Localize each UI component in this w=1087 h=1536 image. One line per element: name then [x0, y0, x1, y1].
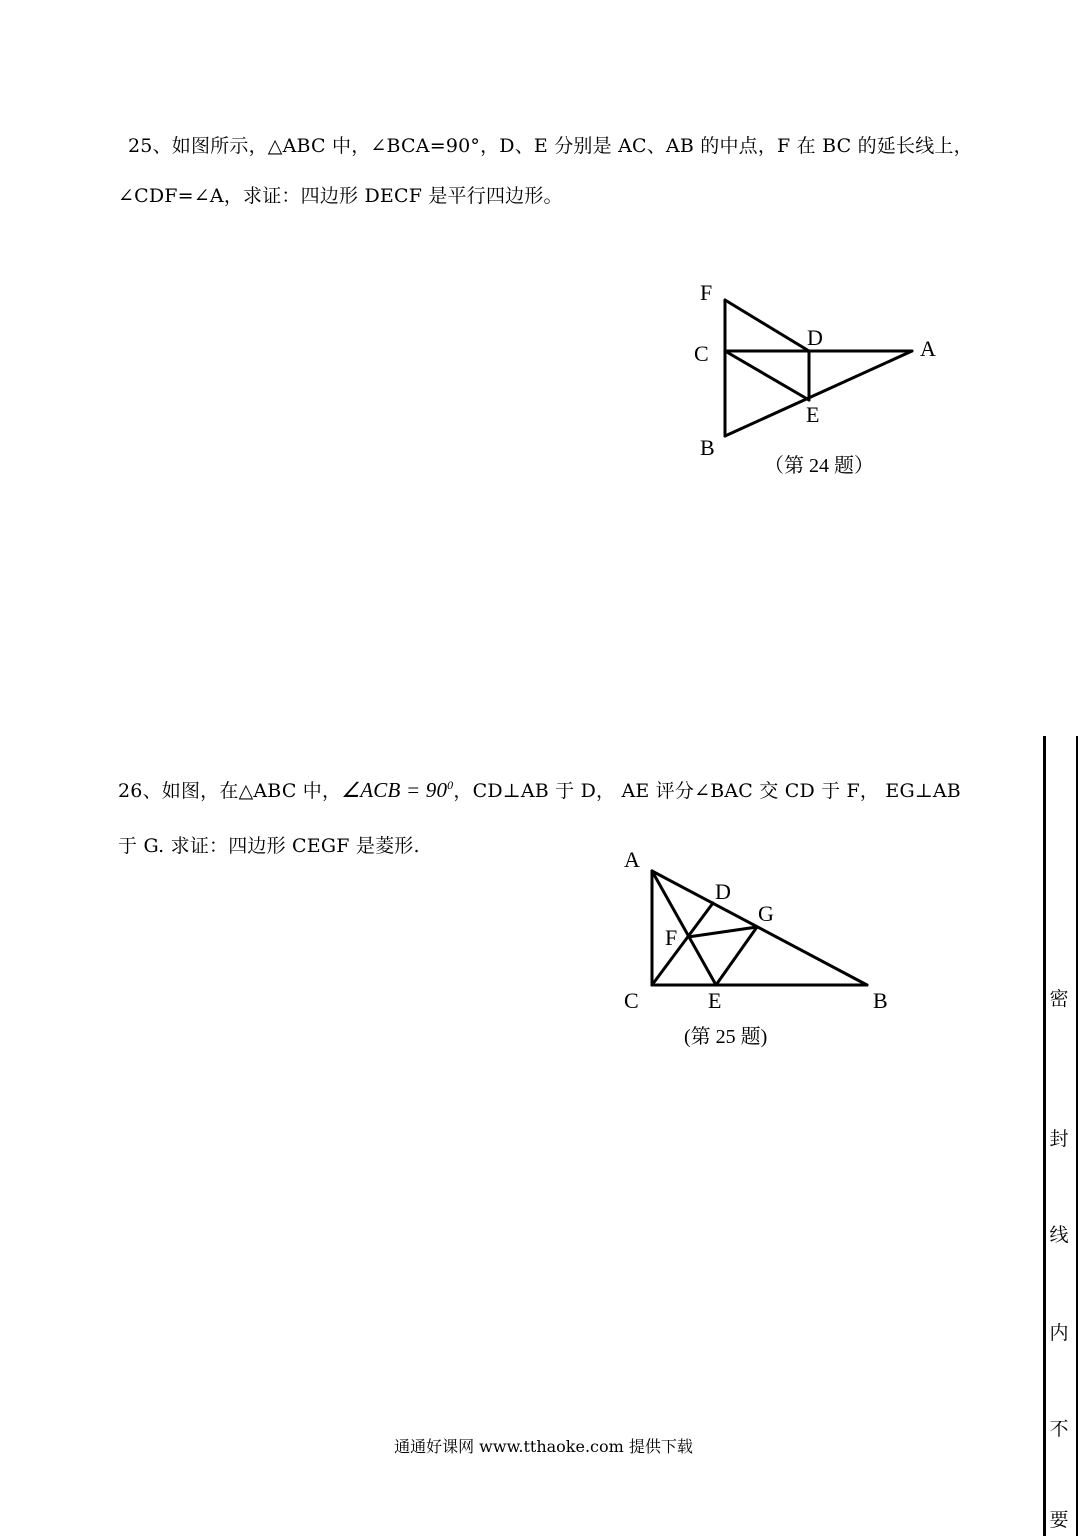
segment-eg	[716, 927, 757, 985]
q26-text-line1-b: ，CD⊥AB 于 D， AE 评分∠BAC 交 CD 于 F， EG⊥AB	[453, 780, 961, 802]
seal-char-2: 封	[1049, 1128, 1069, 1150]
label-b: B	[873, 988, 888, 1013]
label-f: F	[700, 280, 713, 305]
q26-math-angle-degree: 0	[447, 778, 454, 792]
label-c: C	[624, 988, 639, 1013]
q25-figure	[690, 275, 950, 475]
page-footer: 通通好课网 www.tthaoke.com 提供下载	[394, 1437, 693, 1456]
segment-ce	[725, 351, 809, 400]
q26-text-line2: 于 G. 求证：四边形 CEGF 是菱形.	[118, 835, 420, 857]
seal-char-5: 不	[1049, 1418, 1069, 1440]
label-c: C	[694, 341, 709, 366]
label-f: F	[665, 925, 678, 950]
label-a: A	[920, 336, 936, 361]
seal-char-3: 线	[1049, 1224, 1069, 1246]
segment-fg	[688, 927, 757, 937]
label-e: E	[708, 988, 722, 1013]
segment-fd	[725, 300, 809, 351]
q26-figure	[615, 845, 905, 1020]
q26-text-line1-a: 26、如图，在△ABC 中，	[118, 780, 342, 802]
label-d: D	[715, 879, 731, 904]
label-g: G	[758, 901, 774, 926]
label-d: D	[807, 325, 823, 350]
label-a: A	[624, 847, 640, 872]
q26-math-angle-text: ∠ACB = 90	[341, 778, 448, 802]
q26-figure-caption: (第 25 题)	[684, 1026, 768, 1048]
label-e: E	[806, 402, 820, 427]
q25-text-line1: 25、如图所示，△ABC 中，∠BCA=90°，D、E 分别是 AC、AB 的中点，F 在 BC 的延长线上，	[128, 135, 973, 157]
seal-char-1: 密	[1049, 988, 1069, 1010]
q26-text-line1	[118, 776, 961, 803]
segment-cd	[652, 903, 713, 985]
q25-text-line2: ∠CDF=∠A，求证：四边形 DECF 是平行四边形。	[118, 185, 563, 207]
q26-math-angle	[341, 778, 453, 802]
seal-char-6: 要	[1049, 1509, 1069, 1531]
label-b: B	[700, 435, 715, 460]
seal-char-4: 内	[1049, 1322, 1069, 1344]
q25-figure-caption: （第 24 题）	[764, 455, 874, 477]
